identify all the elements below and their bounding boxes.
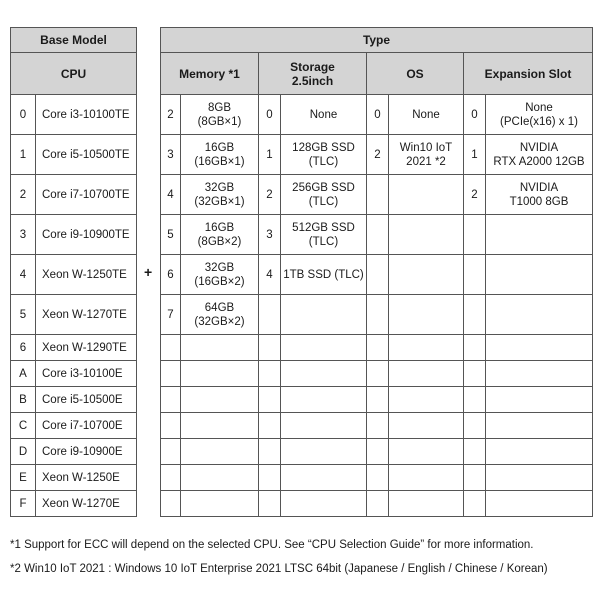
storage-code — [259, 491, 281, 517]
memory-code: 5 — [161, 215, 181, 255]
os-code: 0 — [367, 95, 389, 135]
os-value-line2: 2021 *2 — [406, 155, 446, 168]
expansion-value — [486, 95, 593, 135]
base-model-header: Base Model — [11, 28, 137, 53]
storage-header-line1: Storage — [290, 59, 335, 74]
type-table — [160, 27, 593, 517]
memory-value — [181, 295, 259, 335]
expansion-code — [464, 335, 486, 361]
storage-value-line1: 1TB SSD (TLC) — [283, 268, 364, 281]
storage-value — [281, 135, 367, 175]
os-value — [389, 255, 464, 295]
cpu-row — [11, 465, 137, 491]
memory-value — [181, 255, 259, 295]
footnote-2: *2 Win10 IoT 2021 : Windows 10 IoT Enterprise 2021 LTSC 64bit (Japanese / English / Chinese / Korean) — [10, 563, 548, 575]
memory-value — [181, 491, 259, 517]
cpu-code: 1 — [11, 135, 36, 175]
cpu-name: Core i7-10700TE — [36, 175, 137, 215]
os-value — [389, 215, 464, 255]
expansion-value — [486, 387, 593, 413]
memory-value-line2: (8GB×2) — [197, 235, 242, 248]
cpu-name: Core i5-10500E — [36, 387, 137, 413]
expansion-value — [486, 491, 593, 517]
os-code — [367, 295, 389, 335]
cpu-row — [11, 361, 137, 387]
cpu-row — [11, 491, 137, 517]
memory-code — [161, 413, 181, 439]
memory-value-line1: 8GB — [207, 101, 231, 114]
expansion-value — [486, 175, 593, 215]
expansion-value — [486, 295, 593, 335]
storage-value-line1: 128GB SSD — [292, 141, 355, 154]
memory-code: 6 — [161, 255, 181, 295]
cpu-row — [11, 387, 137, 413]
type-header: Type — [161, 28, 593, 53]
cpu-code: 0 — [11, 95, 36, 135]
cpu-code: B — [11, 387, 36, 413]
os-code — [367, 439, 389, 465]
memory-value-line2: (16GB×2) — [194, 275, 245, 288]
storage-value — [281, 439, 367, 465]
type-row — [161, 361, 593, 387]
storage-code: 1 — [259, 135, 281, 175]
storage-value — [281, 387, 367, 413]
type-row — [161, 413, 593, 439]
memory-value — [181, 175, 259, 215]
os-value — [389, 361, 464, 387]
os-code — [367, 255, 389, 295]
memory-code: 4 — [161, 175, 181, 215]
cpu-row — [11, 439, 137, 465]
os-code — [367, 413, 389, 439]
expansion-value-line1: NVIDIA — [519, 141, 559, 154]
memory-value — [181, 361, 259, 387]
type-row — [161, 335, 593, 361]
cpu-code: 6 — [11, 335, 36, 361]
cpu-row — [11, 215, 137, 255]
expansion-value-line2: RTX A2000 12GB — [493, 155, 585, 168]
expansion-value-line1: NVIDIA — [519, 181, 559, 194]
os-value — [389, 465, 464, 491]
expansion-code: 2 — [464, 175, 486, 215]
cpu-row — [11, 335, 137, 361]
memory-code: 2 — [161, 95, 181, 135]
storage-value — [281, 255, 367, 295]
os-value — [389, 387, 464, 413]
expansion-code — [464, 295, 486, 335]
memory-value-line2: (32GB×2) — [194, 315, 245, 328]
memory-code — [161, 491, 181, 517]
storage-value — [281, 465, 367, 491]
expansion-code — [464, 255, 486, 295]
storage-value — [281, 491, 367, 517]
memory-value-line1: 64GB — [204, 301, 235, 314]
footnote-1: *1 Support for ECC will depend on the selected CPU. See “CPU Selection Guide” for more information. — [10, 539, 534, 551]
cpu-code: 2 — [11, 175, 36, 215]
base-model-table — [10, 27, 137, 517]
plus-sign: + — [144, 264, 153, 280]
os-header: OS — [367, 53, 464, 95]
expansion-value — [486, 465, 593, 491]
cpu-row — [11, 135, 137, 175]
memory-header: Memory *1 — [161, 53, 259, 95]
expansion-value-line2: (PCIe(x16) x 1) — [500, 115, 578, 128]
memory-code — [161, 335, 181, 361]
cpu-name: Xeon W-1250E — [36, 465, 137, 491]
os-value — [389, 175, 464, 215]
memory-value-line2: (16GB×1) — [194, 155, 245, 168]
memory-value-line1: 32GB — [204, 181, 235, 194]
os-code — [367, 335, 389, 361]
memory-value — [181, 387, 259, 413]
cpu-header: CPU — [11, 53, 137, 95]
storage-code: 3 — [259, 215, 281, 255]
expansion-value — [486, 439, 593, 465]
memory-code — [161, 387, 181, 413]
storage-value — [281, 175, 367, 215]
storage-value-line2: (TLC) — [308, 235, 339, 248]
memory-code: 7 — [161, 295, 181, 335]
os-value — [389, 95, 464, 135]
memory-value-line2: (8GB×1) — [197, 115, 242, 128]
os-value — [389, 135, 464, 175]
cpu-name: Xeon W-1290TE — [36, 335, 137, 361]
cpu-row — [11, 95, 137, 135]
cpu-code: 3 — [11, 215, 36, 255]
os-value — [389, 439, 464, 465]
os-code — [367, 215, 389, 255]
storage-value-line2: (TLC) — [308, 195, 339, 208]
storage-code — [259, 361, 281, 387]
type-row — [161, 135, 593, 175]
memory-value — [181, 95, 259, 135]
cpu-name: Core i3-10100E — [36, 361, 137, 387]
expansion-value — [486, 413, 593, 439]
storage-value-line1: 512GB SSD — [292, 221, 355, 234]
type-row — [161, 387, 593, 413]
storage-code: 0 — [259, 95, 281, 135]
expansion-value — [486, 361, 593, 387]
memory-value — [181, 215, 259, 255]
memory-value — [181, 135, 259, 175]
expansion-value — [486, 255, 593, 295]
expansion-code: 0 — [464, 95, 486, 135]
os-value — [389, 295, 464, 335]
type-row — [161, 439, 593, 465]
memory-code — [161, 465, 181, 491]
expansion-code — [464, 491, 486, 517]
memory-value-line2: (32GB×1) — [194, 195, 245, 208]
os-code: 2 — [367, 135, 389, 175]
memory-value — [181, 439, 259, 465]
expansion-code — [464, 465, 486, 491]
type-row — [161, 255, 593, 295]
expansion-value-line1: None — [525, 101, 553, 114]
storage-value — [281, 413, 367, 439]
storage-value-line1: None — [309, 108, 338, 121]
cpu-code: A — [11, 361, 36, 387]
expansion-code — [464, 215, 486, 255]
cpu-code: F — [11, 491, 36, 517]
os-code — [367, 491, 389, 517]
expansion-code — [464, 361, 486, 387]
type-row — [161, 465, 593, 491]
os-value — [389, 335, 464, 361]
cpu-row — [11, 175, 137, 215]
storage-code — [259, 465, 281, 491]
storage-code — [259, 387, 281, 413]
storage-value — [281, 361, 367, 387]
cpu-name: Xeon W-1270E — [36, 491, 137, 517]
cpu-code: 4 — [11, 255, 36, 295]
cpu-code: C — [11, 413, 36, 439]
expansion-code: 1 — [464, 135, 486, 175]
expansion-code — [464, 387, 486, 413]
expansion-value — [486, 215, 593, 255]
memory-code — [161, 361, 181, 387]
expansion-value — [486, 135, 593, 175]
type-row — [161, 295, 593, 335]
storage-header — [259, 53, 367, 95]
storage-code: 2 — [259, 175, 281, 215]
cpu-row — [11, 295, 137, 335]
memory-value — [181, 465, 259, 491]
type-row — [161, 491, 593, 517]
cpu-row — [11, 255, 137, 295]
storage-code — [259, 295, 281, 335]
expansion-value-line2: T1000 8GB — [509, 195, 569, 208]
storage-code — [259, 439, 281, 465]
cpu-name: Xeon W-1250TE — [36, 255, 137, 295]
cpu-name: Core i5-10500TE — [36, 135, 137, 175]
memory-value — [181, 335, 259, 361]
os-code — [367, 175, 389, 215]
storage-code: 4 — [259, 255, 281, 295]
os-value-line1: None — [412, 108, 440, 121]
cpu-name: Core i7-10700E — [36, 413, 137, 439]
storage-code — [259, 335, 281, 361]
memory-code: 3 — [161, 135, 181, 175]
os-value-line1: Win10 IoT — [399, 141, 453, 154]
storage-value — [281, 95, 367, 135]
cpu-name: Core i9-10900TE — [36, 215, 137, 255]
cpu-row — [11, 413, 137, 439]
memory-code — [161, 439, 181, 465]
type-row — [161, 215, 593, 255]
cpu-name: Core i3-10100TE — [36, 95, 137, 135]
storage-value — [281, 215, 367, 255]
type-row — [161, 95, 593, 135]
cpu-code: D — [11, 439, 36, 465]
os-value — [389, 413, 464, 439]
storage-value-line1: 256GB SSD — [292, 181, 355, 194]
cpu-code: 5 — [11, 295, 36, 335]
os-code — [367, 387, 389, 413]
storage-value — [281, 335, 367, 361]
os-code — [367, 465, 389, 491]
expansion-code — [464, 413, 486, 439]
storage-header-line2: 2.5inch — [291, 73, 334, 88]
expansion-slot-header: Expansion Slot — [464, 53, 593, 95]
cpu-name: Core i9-10900E — [36, 439, 137, 465]
memory-value-line1: 32GB — [204, 261, 235, 274]
cpu-code: E — [11, 465, 36, 491]
storage-code — [259, 413, 281, 439]
storage-value — [281, 295, 367, 335]
os-value — [389, 491, 464, 517]
memory-value — [181, 413, 259, 439]
type-row — [161, 175, 593, 215]
memory-value-line1: 16GB — [204, 141, 235, 154]
memory-value-line1: 16GB — [204, 221, 235, 234]
expansion-value — [486, 335, 593, 361]
cpu-name: Xeon W-1270TE — [36, 295, 137, 335]
expansion-code — [464, 439, 486, 465]
os-code — [367, 361, 389, 387]
storage-value-line2: (TLC) — [308, 155, 339, 168]
